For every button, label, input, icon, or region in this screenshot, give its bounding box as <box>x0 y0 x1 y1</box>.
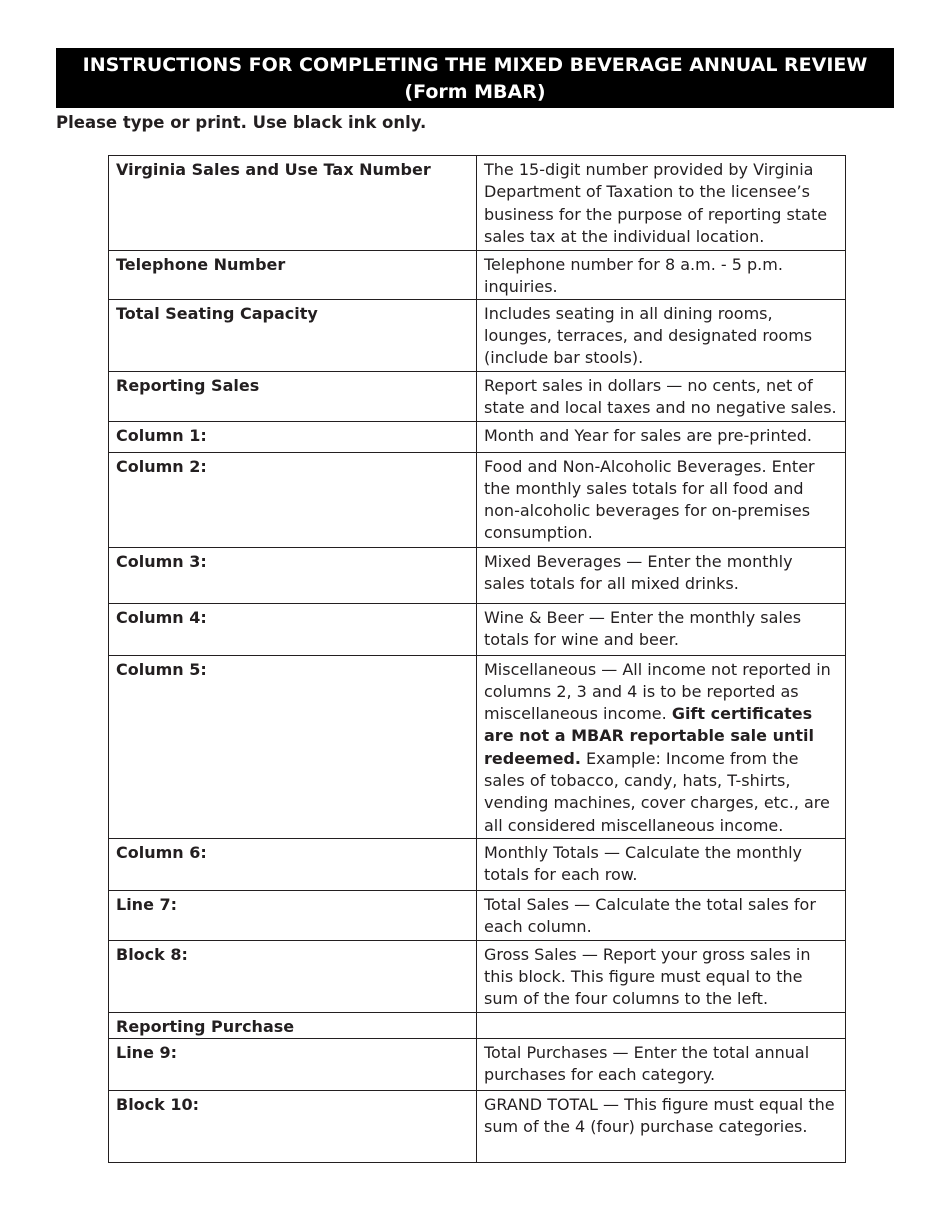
row-term: Virginia Sales and Use Tax Number <box>109 156 477 251</box>
table-row <box>109 251 846 300</box>
row-description <box>477 655 846 838</box>
row-description: Report sales in dollars — no cents, net of state and local taxes and no negative sales. <box>477 371 846 421</box>
row-description-part: Example: Income from the sales of tobacco, candy, hats, T-shirts, vending machines, cover charges, etc., are all considered miscellaneous income. <box>484 748 830 835</box>
row-term: Column 6: <box>109 838 477 890</box>
table-row <box>109 156 846 251</box>
row-description: The 15-digit number provided by Virginia Department of Taxation to the licensee’s business for the purpose of reporting state sales tax at the individual location. <box>477 156 846 251</box>
row-term: Column 3: <box>109 547 477 603</box>
row-description: Month and Year for sales are pre-printed. <box>477 421 846 452</box>
table-row <box>109 940 846 1012</box>
table-row <box>109 838 846 890</box>
row-term: Telephone Number <box>109 251 477 300</box>
row-term: Reporting Sales <box>109 371 477 421</box>
table-row <box>109 421 846 452</box>
row-term: Reporting Purchase <box>109 1012 477 1038</box>
page-title-banner <box>56 48 894 108</box>
row-term: Block 10: <box>109 1090 477 1162</box>
row-description-part: Miscellaneous — All income not reported in columns 2, 3 and 4 is to be reported as miscellaneous income. <box>484 659 831 724</box>
row-term: Column 4: <box>109 603 477 655</box>
row-term: Line 9: <box>109 1038 477 1090</box>
row-term: Total Seating Capacity <box>109 299 477 371</box>
row-description: Total Sales — Calculate the total sales for each column. <box>477 890 846 940</box>
table-row <box>109 452 846 547</box>
row-description: Mixed Beverages — Enter the monthly sales totals for all mixed drinks. <box>477 547 846 603</box>
row-term: Column 1: <box>109 421 477 452</box>
row-term: Line 7: <box>109 890 477 940</box>
instructions-table <box>108 155 846 1163</box>
table-row <box>109 299 846 371</box>
row-term: Column 2: <box>109 452 477 547</box>
row-term: Column 5: <box>109 655 477 838</box>
row-description: Food and Non-Alcoholic Beverages. Enter the monthly sales totals for all food and non-alcoholic beverages for on-premises consumption. <box>477 452 846 547</box>
row-description: Includes seating in all dining rooms, lounges, terraces, and designated rooms (include bar stools). <box>477 299 846 371</box>
row-description: Telephone number for 8 a.m. - 5 p.m. inquiries. <box>477 251 846 300</box>
table-row <box>109 1012 846 1038</box>
table-row <box>109 371 846 421</box>
table-row <box>109 1038 846 1090</box>
row-term: Block 8: <box>109 940 477 1012</box>
table-row <box>109 603 846 655</box>
row-description: Gross Sales — Report your gross sales in this block. This figure must equal to the sum of the four columns to the left. <box>477 940 846 1012</box>
page-title-line2: (Form MBAR) <box>404 81 546 103</box>
ink-instruction: Please type or print. Use black ink only. <box>56 113 427 132</box>
row-description: GRAND TOTAL — This figure must equal the sum of the 4 (four) purchase categories. <box>477 1090 846 1162</box>
table-row <box>109 1090 846 1162</box>
table-row <box>109 655 846 838</box>
table-row <box>109 547 846 603</box>
table-row <box>109 890 846 940</box>
page-title-line1: INSTRUCTIONS FOR COMPLETING THE MIXED BEVERAGE ANNUAL REVIEW <box>82 54 868 76</box>
gift-certificate-note: Gift certificates are not a MBAR reportable sale until redeemed. <box>484 704 814 768</box>
row-description: Total Purchases — Enter the total annual purchases for each category. <box>477 1038 846 1090</box>
row-description: Monthly Totals — Calculate the monthly totals for each row. <box>477 838 846 890</box>
row-description: Wine & Beer — Enter the monthly sales totals for wine and beer. <box>477 603 846 655</box>
row-description <box>477 1012 846 1038</box>
